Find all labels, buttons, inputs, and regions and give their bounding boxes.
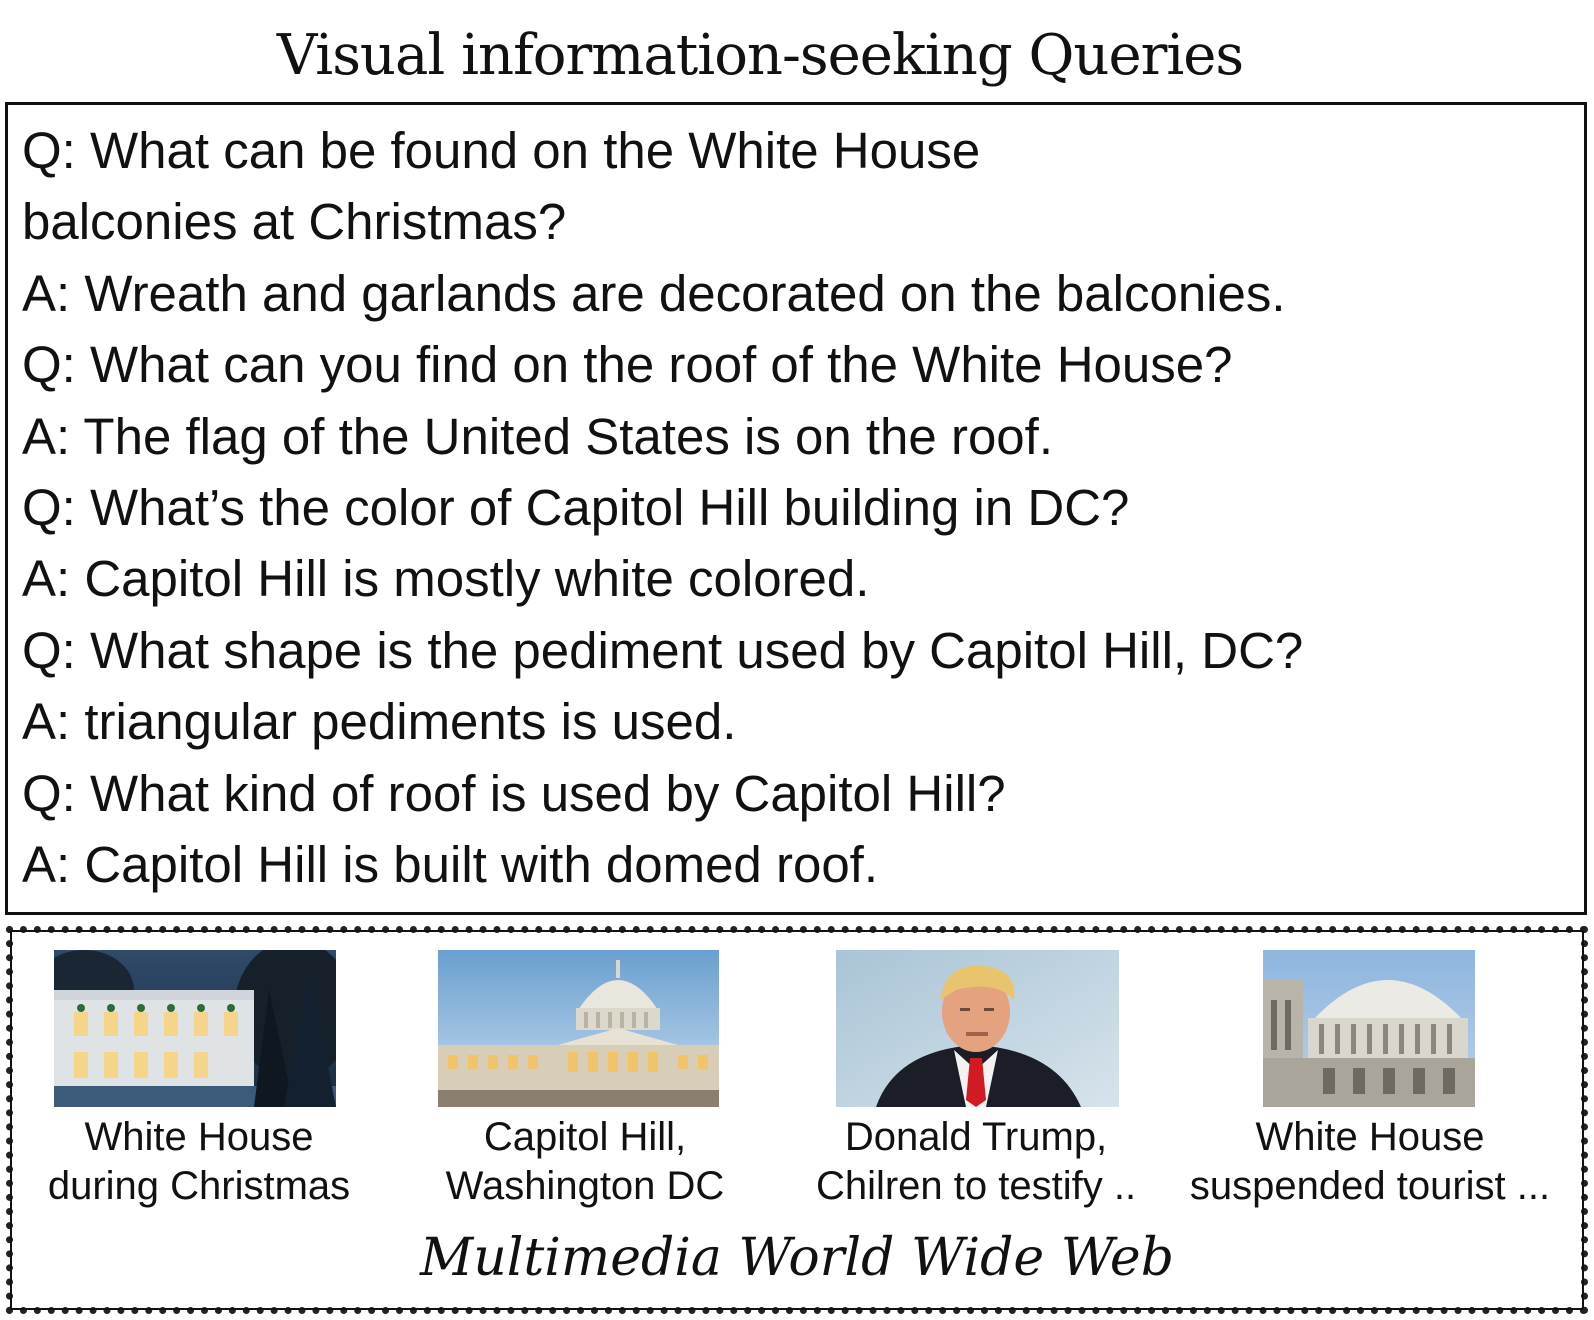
image-caption (786, 1113, 1166, 1211)
image-caption (395, 1113, 775, 1211)
caption-line: suspended tourist ... (1189, 1164, 1551, 1208)
qa-line: Q: What kind of roof is used by Capitol Hill? (22, 764, 1006, 822)
diagram-title: Visual information-seeking Queries (276, 23, 1244, 88)
qa-line: Q: What can be found on the White House (22, 122, 981, 179)
web-label: Multimedia World Wide Web (420, 1228, 1174, 1288)
caption-line: during Christmas (47, 1164, 351, 1208)
capitol-dome-photo (1263, 950, 1475, 1107)
qa-line: Q: What can you find on the roof of the White House? (22, 336, 1233, 394)
qa-line: Q: What shape is the pediment used by Capitol Hill, DC? (22, 621, 1304, 679)
image-caption (1180, 1113, 1560, 1211)
qa-line: A: Wreath and garlands are decorated on the balconies. (22, 264, 1286, 322)
qa-line: A: Capitol Hill is built with domed roof. (22, 836, 879, 894)
qa-line: A: Capitol Hill is mostly white colored. (22, 550, 870, 608)
qa-line: A: The flag of the United States is on the roof. (22, 407, 1054, 465)
capitol-hill-photo (438, 950, 719, 1107)
image-caption (9, 1113, 389, 1211)
caption-line: Chilren to testify .. (815, 1164, 1137, 1208)
qa-line: balconies at Christmas? (22, 193, 567, 251)
qa-panel (5, 102, 1587, 915)
qa-line: Q: What’s the color of Capitol Hill building in DC? (22, 479, 1130, 537)
caption-line: Capitol Hill, (483, 1115, 687, 1159)
caption-line: Donald Trump, (844, 1115, 1108, 1159)
white-house-christmas-photo (54, 950, 336, 1107)
caption-line: White House (1255, 1115, 1485, 1159)
caption-line: White House (84, 1115, 314, 1159)
qa-line: A: triangular pediments is used. (22, 693, 737, 751)
donald-trump-photo (836, 950, 1119, 1107)
caption-line: Washington DC (445, 1164, 725, 1208)
